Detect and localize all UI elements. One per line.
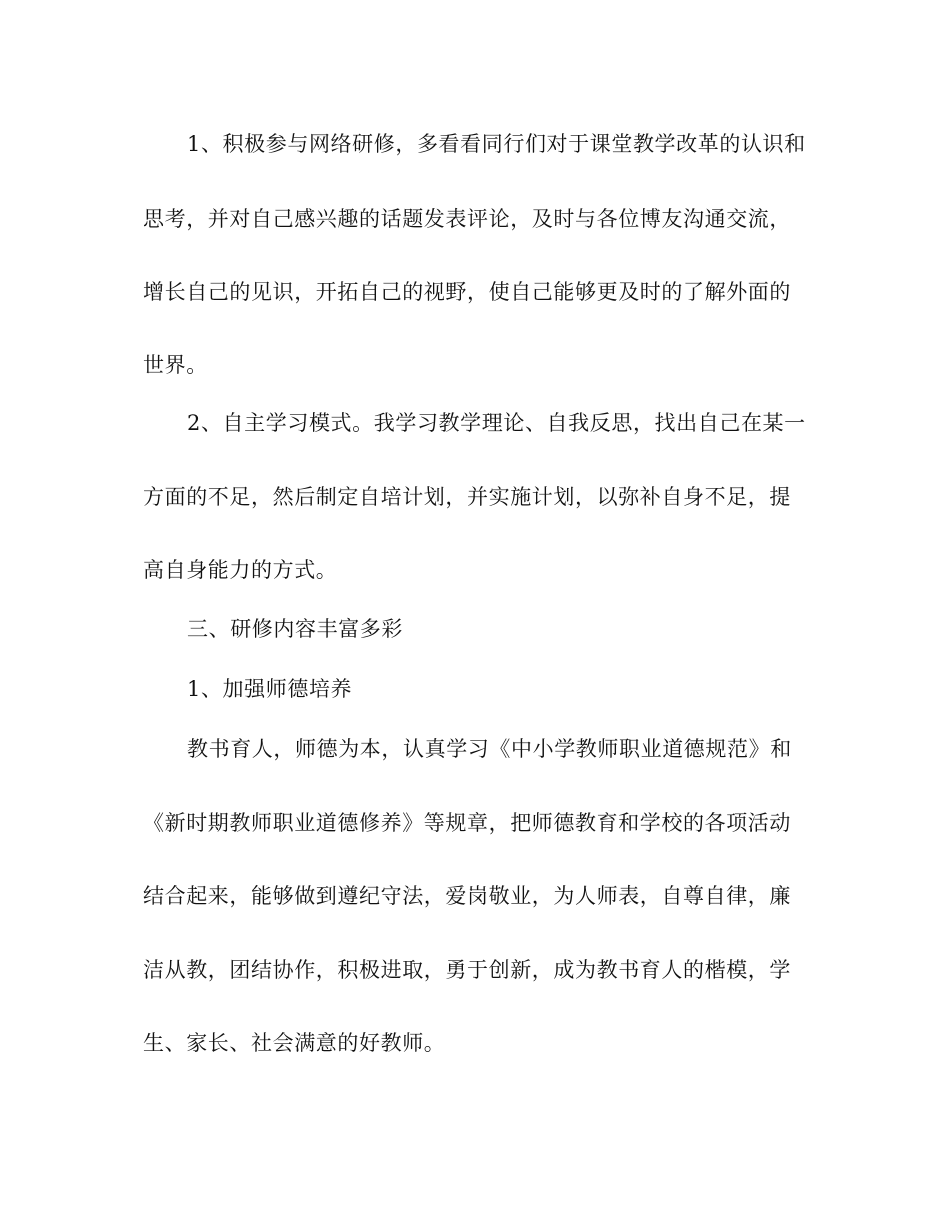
paragraph-3-line-2: 《新时期教师职业道德修养》等规章，把师德教育和学校的各项活动	[143, 811, 791, 835]
paragraph-1-line-1: 1、积极参与网络研修，多看看同行们对于课堂教学改革的认识和	[187, 132, 806, 156]
paragraph-1-line-2: 思考，并对自己感兴趣的话题发表评论，及时与各位博友沟通交流，	[143, 207, 791, 231]
paragraph-2-line-3: 高自身能力的方式。	[143, 558, 338, 582]
subsection-heading: 1、加强师德培养	[187, 677, 353, 701]
section-heading: 三、研修内容丰富多彩	[187, 617, 403, 641]
paragraph-3-line-4: 洁从教，团结协作，积极进取，勇于创新，成为教书育人的楷模，学	[143, 958, 791, 982]
paragraph-2-line-1: 2、自主学习模式。我学习教学理论、自我反思，找出自己在某一	[187, 411, 806, 435]
paragraph-2-line-2: 方面的不足，然后制定自培计划，并实施计划，以弥补自身不足，提	[143, 485, 791, 509]
paragraph-3-line-1: 教书育人，师德为本，认真学习《中小学教师职业道德规范》和	[187, 737, 792, 761]
paragraph-1-line-3: 增长自己的见识，开拓自己的视野，使自己能够更及时的了解外面的	[143, 280, 791, 304]
paragraph-1-line-4: 世界。	[143, 353, 208, 377]
paragraph-3-line-3: 结合起来，能够做到遵纪守法，爱岗敬业，为人师表，自尊自律，廉	[143, 884, 791, 908]
paragraph-3-line-5: 生、家长、社会满意的好教师。	[143, 1031, 446, 1055]
